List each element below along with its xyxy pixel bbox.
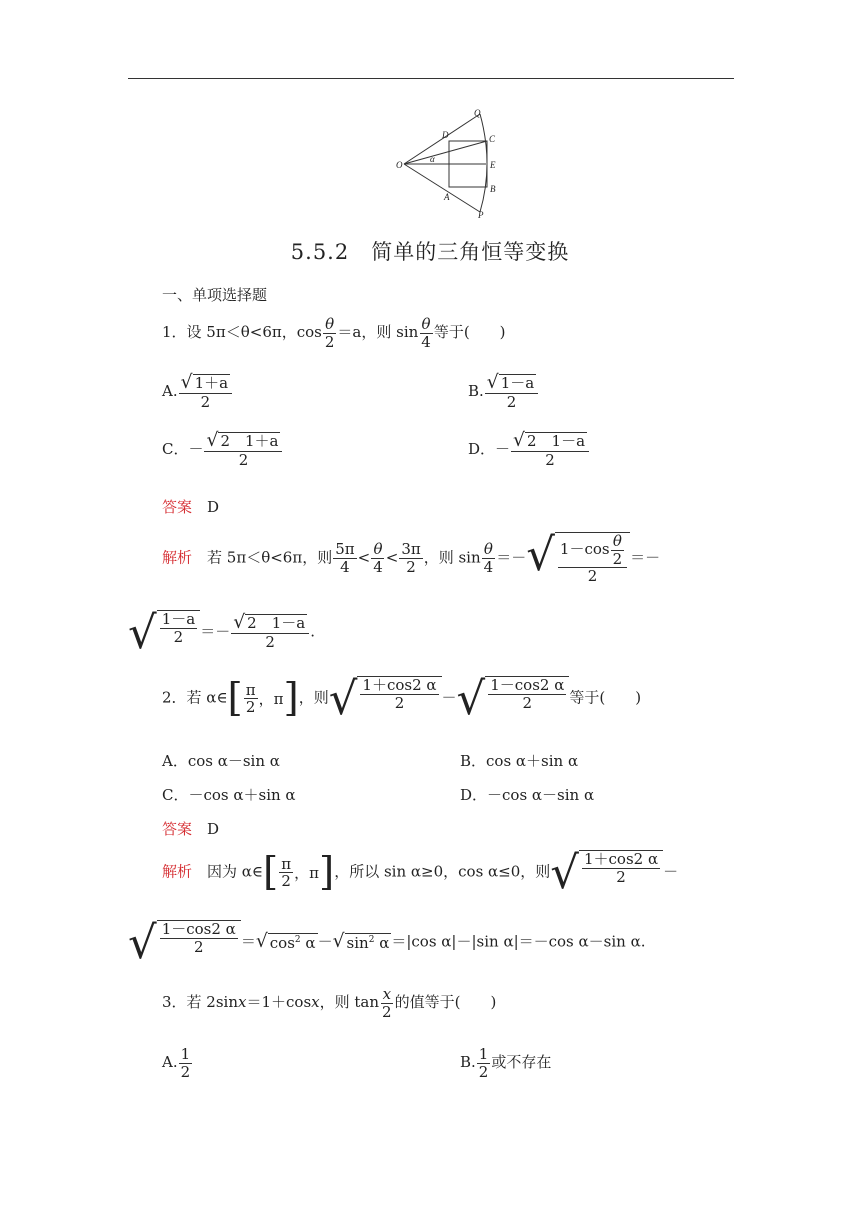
q1-stem: 1．设 5π＜θ<6π，cos $\frac{\theta}{2}$ ＝a，则 sin $\frac{\theta}{4}$ 等于( ) [162,315,506,351]
q3-option-b: B. $\frac{1}{2}$ 或不存在 [460,1045,552,1081]
label-B: B [490,184,496,194]
header-rule [128,78,734,79]
q3-stem: 3．若 2sinx＝1＋cosx，则 tan $\frac{x}{2}$ 的值等于( ) [162,985,497,1021]
label-P: P [478,210,484,220]
q1-answer: 答案 D [162,498,220,516]
q2-option-c: C．－cos α＋sin α [162,786,296,804]
q2-analysis: 解析 因为 α∈ [ $\frac{\pi}{2}$ ，π ] ，所以 sin α≥0，cos α≤0，则 √ $\frac{1+\cos 2 \alpha}{2}$ － [162,846,679,899]
label-alpha: α [430,154,435,164]
q2-option-d: D．－cos α－sin α [460,786,595,804]
q2-option-a: A．cos α－sin α [162,752,280,770]
q1-analysis-line2: √ $\frac{1-a}{2}$ ＝－ √ 2 1－a 2 . [128,606,315,659]
q2-answer: 答案 D [162,820,220,838]
q1-option-c: C．－ √ 2 1＋a 2 [162,432,283,468]
label-O: O [396,160,403,170]
label-A: A [444,192,450,202]
section-heading: 一、单项选择题 [162,286,268,304]
label-E: E [490,160,496,170]
q1-option-b: B. √ 1－a 2 [468,374,539,410]
label-Q: Q [474,108,481,118]
label-C: C [489,134,496,144]
q3-option-a: A. $\frac{1}{2}$ [162,1045,191,1081]
q2-stem: 2．若 α∈ [ $\frac{\pi}{2}$ ，π ] ，则 √ $\frac{1+\cos 2 \alpha}{2}$ － √ $\frac{1-\cos 2 \alpha}{2}$ 等于( ) [162,672,642,725]
q1-analysis: 解析 若 5π＜θ<6π，则 $\frac{5\pi}{4}$ < $\frac{\theta}{4}$ < $\frac{3\pi}{2}$ ，则 sin $\frac{\theta}{4}$ ＝－ √ 1－cos $\frac{\theta}{2}$ 2 ＝－ [162,528,661,585]
geometry-figure [394,108,504,220]
label-D: D [442,130,449,140]
q1-option-d: D．－ √ 2 1－a 2 [468,432,590,468]
page-title: 5.5.2 简单的三角恒等变换 [290,240,570,264]
q2-option-b: B．cos α＋sin α [460,752,579,770]
q1-option-a: A. √ 1＋a 2 [162,374,233,410]
q2-analysis-line2: √ $\frac{1-\cos 2 \alpha}{2}$ ＝ √ $\cos^2 \alpha$ － √ $\sin^2 \alpha$ ＝|cos α|－|sin α|＝－cos α－sin α. [128,916,646,969]
